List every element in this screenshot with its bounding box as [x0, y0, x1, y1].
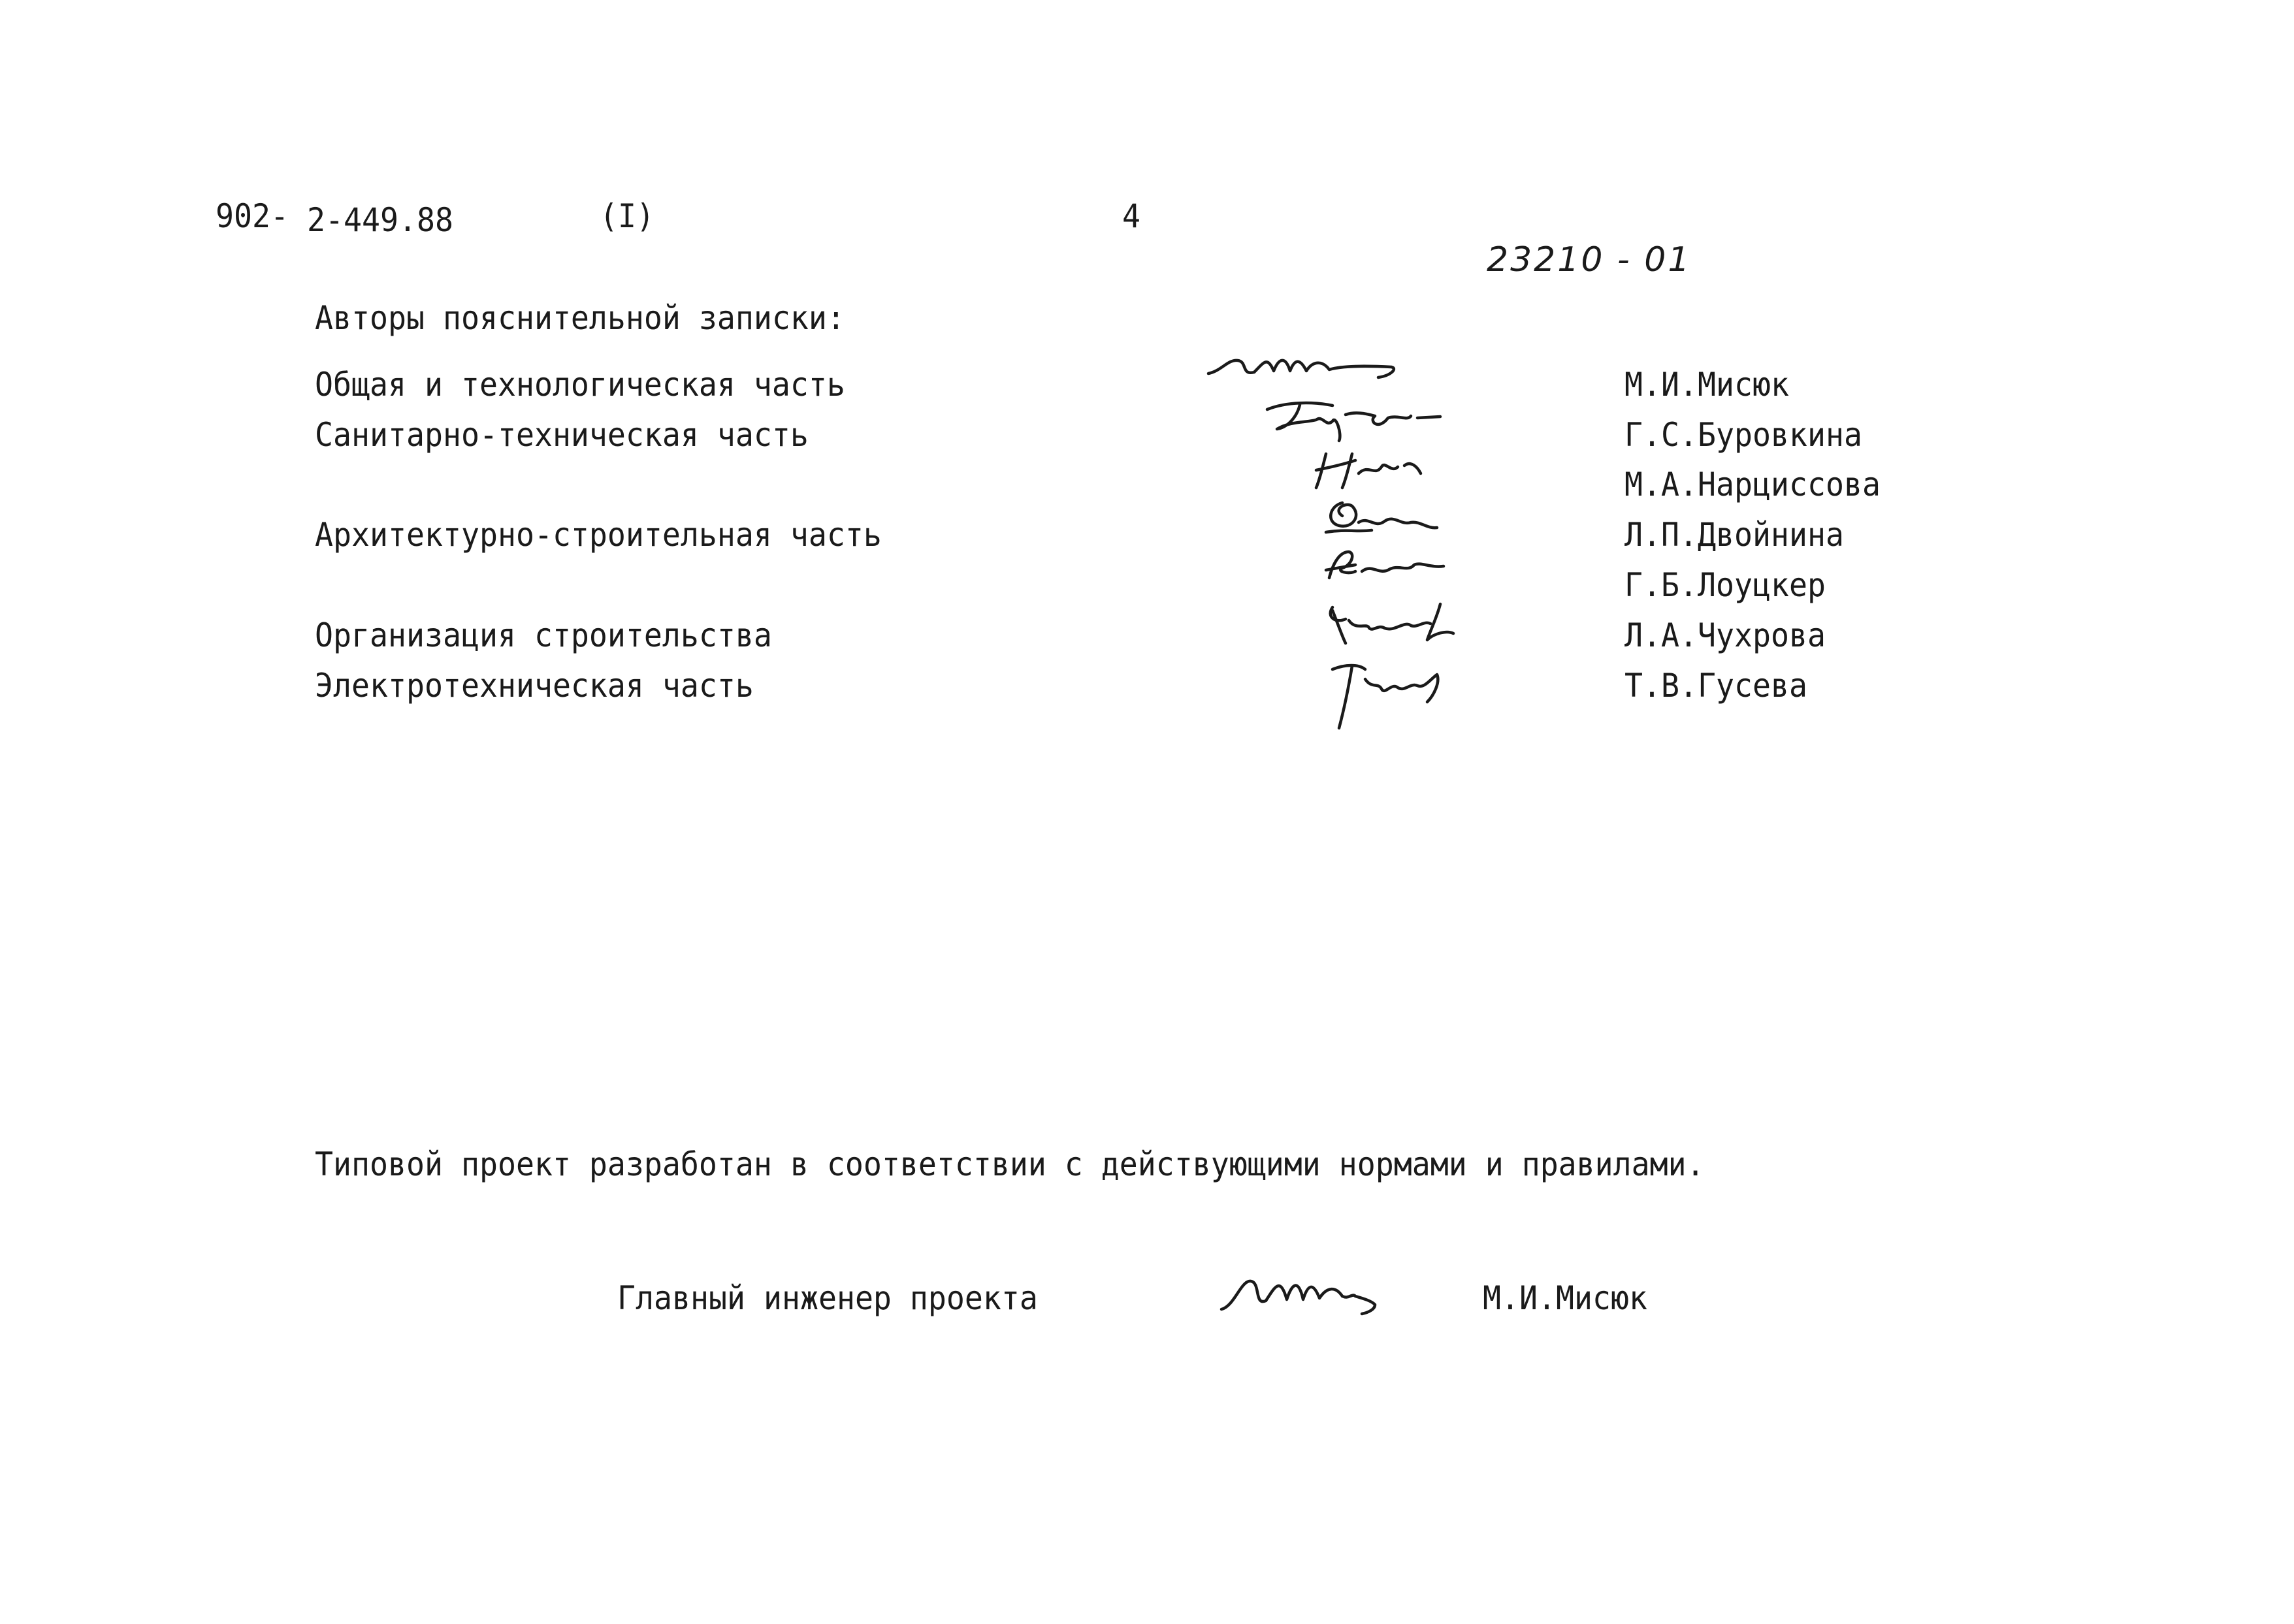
- signature-dvoynina: [1319, 496, 1450, 542]
- author-name-guseva: Т.В.Гусева: [1624, 667, 1807, 705]
- signature-chukhrova: [1319, 601, 1470, 650]
- archive-number: 23210 - 01: [1487, 240, 1692, 279]
- signature-guseva: [1326, 656, 1457, 731]
- volume-number: (I): [600, 197, 654, 235]
- author-name-burovkina: Г.С.Буровкина: [1624, 416, 1862, 454]
- author-name-misyuk: М.И.Мисюк: [1624, 366, 1789, 404]
- section-electrotechnical: Электротехническая часть: [315, 667, 754, 705]
- section-architectural-construction: Архитектурно-строительная часть: [315, 516, 882, 554]
- signature-chief-engineer: [1215, 1260, 1430, 1322]
- signature-loutsker: [1316, 545, 1460, 588]
- author-name-dvoynina: Л.П.Двойнина: [1624, 516, 1844, 554]
- author-name-nartsissova: М.А.Нарциссова: [1624, 466, 1881, 503]
- chief-engineer-name: М.И.Мисюк: [1483, 1279, 1647, 1317]
- section-construction-organization: Организация строительства: [315, 616, 772, 654]
- signature-misyuk: [1202, 346, 1476, 385]
- project-prefix: 902-: [216, 197, 289, 235]
- author-name-loutsker: Г.Б.Лоуцкер: [1624, 566, 1826, 604]
- section-general-technological: Общая и технологическая часть: [315, 366, 845, 404]
- section-sanitary-technical: Санитарно-техническая часть: [315, 416, 809, 454]
- chief-engineer-title: Главный инженер проекта: [617, 1279, 1038, 1317]
- project-code: 2-449.88: [307, 201, 453, 239]
- signature-nartsissova: [1306, 447, 1437, 496]
- page-number: 4: [1122, 197, 1141, 235]
- signature-burovkina: [1261, 395, 1457, 444]
- compliance-statement: Типовой проект разработан в соответствии с действующими нормами и правилами.: [315, 1145, 1705, 1183]
- authors-heading: Авторы пояснительной записки:: [315, 299, 845, 337]
- author-name-chukhrova: Л.А.Чухрова: [1624, 616, 1826, 654]
